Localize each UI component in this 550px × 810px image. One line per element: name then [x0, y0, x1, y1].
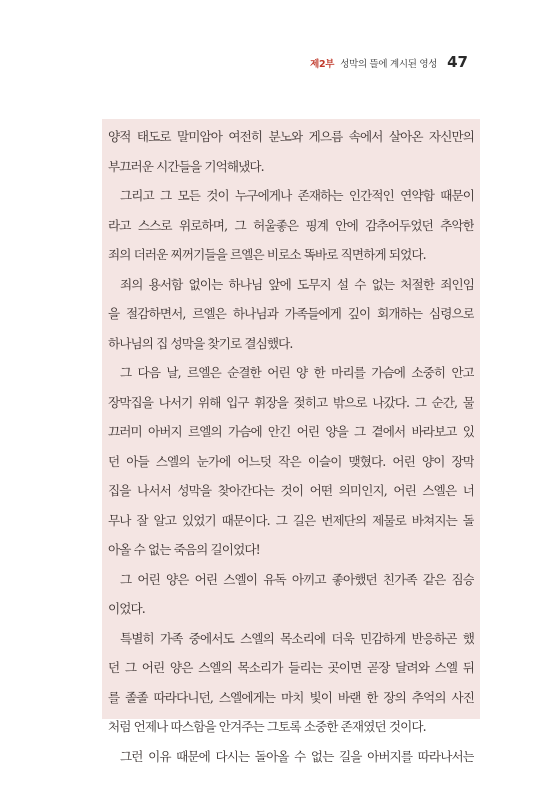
running-header: [310, 53, 468, 71]
text-line: 던 그 어린 양은 스엘의 목소리가 들리는 곳이면 곧장 달려와 스엘 뒤: [108, 660, 474, 675]
text-line: 아올 수 없는 죽음의 길이었다!: [108, 542, 260, 557]
text-line: 그 어린 양은 어린 스엘이 유독 아끼고 좋아했던 친가족 같은 짐승: [120, 571, 474, 587]
text-line: 무나 잘 알고 있었기 때문이다. 그 길은 번제단의 제물로 바쳐지는 돌: [108, 512, 474, 528]
highlighted-text-block: [102, 119, 480, 764]
part-label: 제2부: [310, 59, 335, 70]
text-line: 처럼 언제나 따스함을 안겨주는 그토록 소중한 존재였던 것이다.: [108, 719, 426, 734]
chapter-title: 성막의 뜰에 계시된 영성: [340, 59, 438, 70]
text-line: 을 절감하면서, 르엘은 하나님과 가족들에게 깊이 회개하는 심령으로: [108, 306, 474, 321]
text-line: 던 아들 스엘의 눈가에 어느덧 작은 이슬이 맺혔다. 어린 양이 장막: [108, 453, 474, 469]
page-number: 47: [447, 53, 468, 71]
text-line: 그 다음 날, 르엘은 순결한 어린 양 한 마리를 가슴에 소중히 안고: [120, 365, 474, 380]
text-line: 하나님의 집 성막을 찾기로 결심했다.: [108, 335, 293, 351]
text-line: 끄러미 아버지 르엘의 가슴에 안긴 어린 양을 그 곁에서 바라보고 있: [108, 424, 474, 439]
text-line: 라고 스스로 위로하며, 그 허울좋은 핑계 안에 감추어두었던 추악한: [108, 217, 474, 233]
text-line: 그런 이유 때문에 다시는 돌아올 수 없는 길을 아버지를 따라나서는: [120, 748, 474, 764]
text-line: 부끄러운 시간들을 기억해냈다.: [108, 158, 264, 174]
text-line: 죄의 용서함 없이는 하나님 앞에 도무지 설 수 없는 처절한 죄인임: [120, 276, 474, 292]
text-line: 를 졸졸 따라다니던, 스엘에게는 마치 빛이 바랜 한 장의 추억의 사진: [108, 689, 474, 705]
text-line: 이었다.: [108, 601, 145, 616]
text-line: 집을 나서서 성막을 찾아간다는 것이 어떤 의미인지, 어린 스엘은 너: [108, 483, 474, 498]
text-line: 죄의 더러운 찌꺼기들을 르엘은 비로소 똑바로 직면하게 되었다.: [108, 247, 426, 262]
text-line: 장막집을 나서기 위해 입구 휘장을 젖히고 밖으로 나갔다. 그 순간, 물: [108, 394, 474, 410]
text-line: 양적 태도로 말미암아 여전히 분노와 게으름 속에서 살아온 자신만의: [108, 129, 474, 144]
text-line: 특별히 가족 중에서도 스엘의 목소리에 더욱 민감하게 반응하곤 했: [120, 630, 474, 646]
text-line: 그리고 그 모든 것이 누구에게나 존재하는 인간적인 연약함 때문이: [120, 188, 474, 203]
